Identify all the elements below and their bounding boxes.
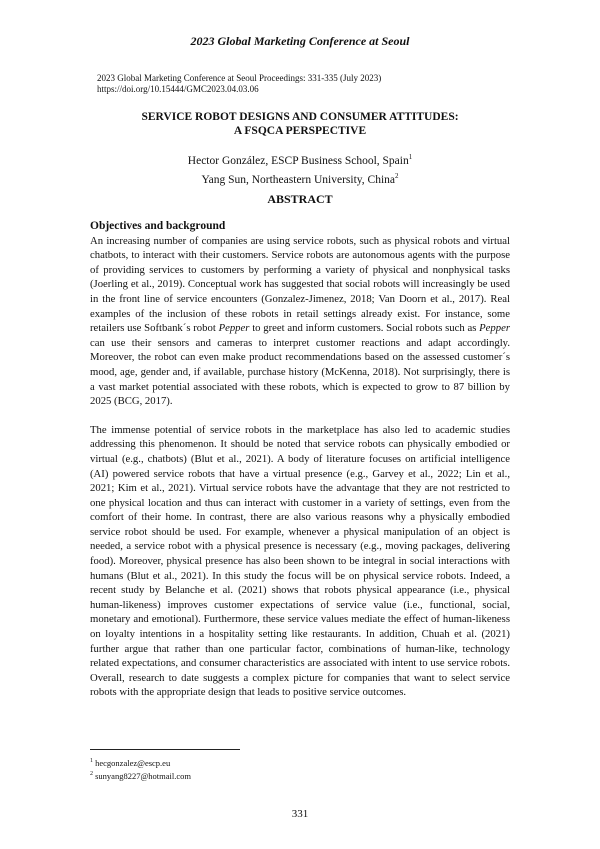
footnote-2-mark: 2 bbox=[90, 770, 93, 777]
paragraph-1-part-a: An increasing number of companies are using service robots, such as physical robots and virtual chatbots, to interact with their customers. Service robots are autonomous agents with the purpose of providing services to customers by performing a variety of physical and nonphysical tasks (Joerling et al., 2019). Conceptual work has suggested that social robots will increasingly be used in the front line of service encounters (Gonzalez-Jimenez, 2018; Van Doorn et al., 2017). Real examples of the inclusion of these robots in retail settings already exist. For instance, some retailers use Softbank´s robot bbox=[90, 234, 510, 335]
footnote-2-email[interactable]: sunyang8227@hotmail.com bbox=[95, 770, 192, 781]
pepper-italic-1: Pepper bbox=[218, 322, 250, 335]
author-list bbox=[90, 150, 510, 188]
paragraph-1-part-c: can use their sensors and cameras to interpret customer reactions and adapt accordingly. Moreover, the robot can even make product recommendations based on the assessed customer´s mood, age, gender and, if available, purchase history (McKenna, 2018). Not surprisingly, there is a vast market potential associated with these robots, which is expected to grow to 87 billion by 2025 (BCG, 2017). bbox=[90, 336, 510, 408]
section-heading: Objectives and background bbox=[90, 220, 226, 232]
author-2 bbox=[90, 169, 510, 188]
paper-title bbox=[90, 110, 510, 138]
footnote-1 bbox=[90, 756, 390, 769]
page-number: 331 bbox=[291, 808, 309, 820]
paragraph-2: The immense potential of service robots in the marketplace has also led to academic studies addressing this phenomenon. It should be noted that service robots can physically embodied or virtual (e.g., chatbots) (Blut et al., 2021). A body of literature focuses on artificial intelligence (AI) powered service robots that have a virtual presence (e.g., Garvey et al., 2022; Lin et al., 2021; Kim et al., 2021). Virtual service robots have the advantage that they are not restricted to one physical location and thus can interact with customer in a variety of settings, even from the comfort of their home. In contrast, there are also various reasons why a physically embodied service robot should be used. For example, whenever a physical manipulation of an object is needed, a service robot with a physical presence is necessary (e.g., moving packages, delivering food). Moreover, physical presence has also been shown to be integral in social interactions with humans (Blut et al., 2021). In this study the focus will be on physical service robots. Indeed, a recent study by Belanche et al. (2021) shows that robots physical appearance (i.e., physical human-likeness) improves customer expectations of service value (i.e., functional, social, monetary and emotional). Furthermore, these service values mediate the effect of human-likeness on loyalty intentions in a hospitality setting like restaurants. In addition, Chuah et al. (2021) further argue that rather than one particular factor, combinations of human-like, technology related expectations, and consumer characteristics are associated with intent to use service robots. Overall, research to date suggests a complex picture for companies that want to select service robots with the appropriate design that leads to positive service outcomes. bbox=[90, 423, 510, 699]
footnote-divider bbox=[90, 749, 240, 750]
title-line-1: SERVICE ROBOT DESIGNS AND CONSUMER ATTITUDES: bbox=[141, 111, 459, 123]
author-1-footnote-mark: 1 bbox=[408, 153, 413, 161]
author-1-name: Hector González, ESCP Business School, Spain bbox=[187, 154, 409, 167]
doi-link[interactable]: https://doi.org/10.15444/GMC2023.04.03.06 bbox=[97, 84, 259, 94]
author-2-footnote-mark: 2 bbox=[395, 171, 399, 180]
abstract-heading: ABSTRACT bbox=[267, 192, 333, 206]
abstract-body bbox=[90, 219, 510, 700]
title-line-2: A FSQCA PERSPECTIVE bbox=[233, 125, 367, 137]
pepper-italic-2: Pepper bbox=[479, 322, 511, 335]
running-header: 2023 Global Marketing Conference at Seoul bbox=[190, 34, 410, 48]
footnotes bbox=[90, 756, 390, 782]
proceedings-info bbox=[97, 73, 517, 95]
author-2-name: Yang Sun, Northeastern University, China bbox=[201, 173, 396, 186]
paragraph-1-part-b: to greet and inform customers. Social robots such as bbox=[249, 322, 480, 335]
proceedings-citation: 2023 Global Marketing Conference at Seoul Proceedings: 331-335 (July 2023) bbox=[97, 73, 382, 83]
footnote-1-mark: 1 bbox=[90, 758, 93, 764]
paragraph-1 bbox=[90, 234, 510, 409]
footnote-1-email[interactable]: hecgonzalez@escp.eu bbox=[95, 757, 171, 768]
author-1 bbox=[90, 150, 510, 169]
footnote-2 bbox=[90, 769, 390, 782]
